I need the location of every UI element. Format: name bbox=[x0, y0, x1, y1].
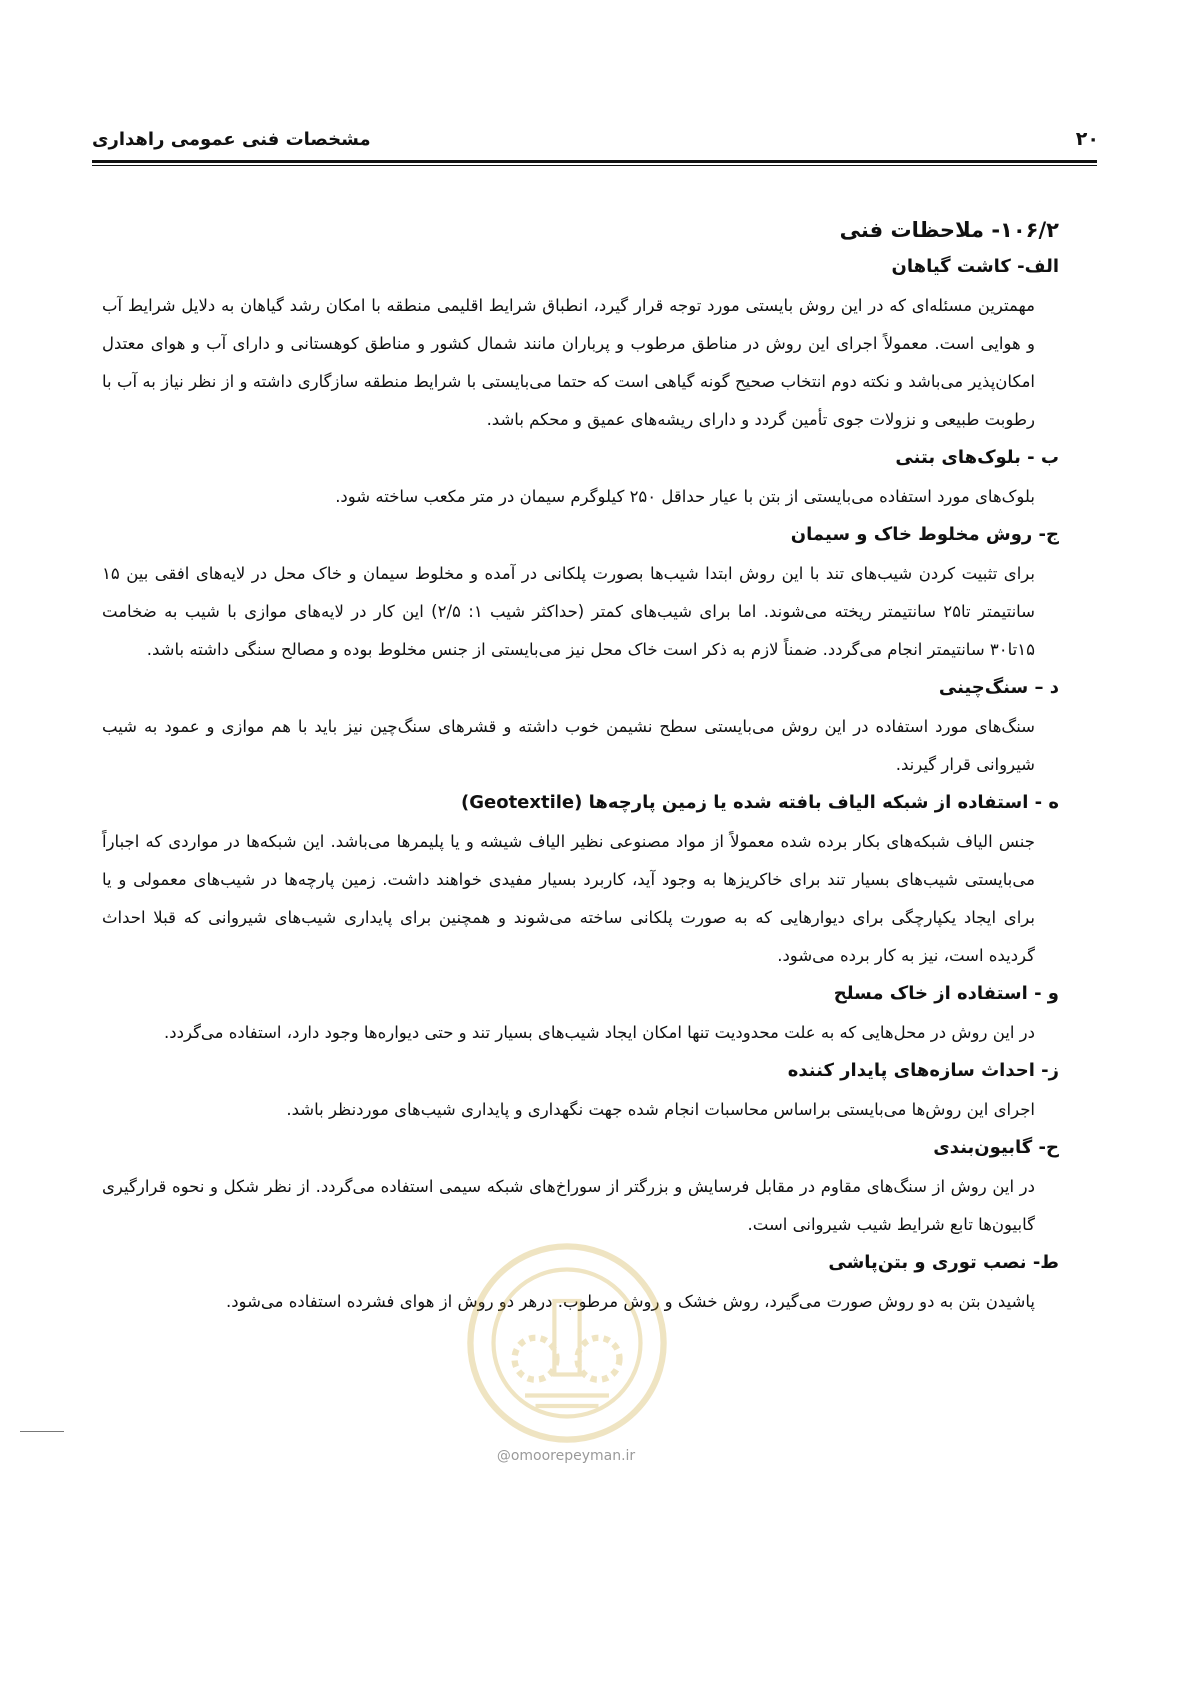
item-text: بلوک‌های مورد استفاده می‌بایستی از بتن با عیار حداقل ۲۵۰ کیلوگرم سیمان در متر مکعب ساخته شود. bbox=[335, 487, 1035, 506]
item-text: سنگ‌های مورد استفاده در این روش می‌بایستی سطح نشیمن خوب داشته و قشرهای سنگ‌چین نیز باید با هم موازی و عمود به شیب شیروانی قرار گیرند. bbox=[102, 717, 1035, 774]
item-gabions bbox=[102, 1137, 1059, 1244]
item-planting bbox=[102, 256, 1059, 439]
page-number: ۲۰ bbox=[1075, 128, 1099, 150]
item-heading: الف- کاشت گیاهان bbox=[891, 256, 1059, 277]
item-stone-pitching bbox=[102, 677, 1059, 784]
item-geotextile bbox=[102, 792, 1059, 975]
item-heading: ج- روش مخلوط خاک و سیمان bbox=[790, 524, 1059, 545]
item-heading: و - استفاده از خاک مسلح bbox=[833, 983, 1059, 1004]
watermark-url: @omoorepeyman.ir bbox=[496, 1448, 636, 1464]
item-heading: ز- احداث سازه‌های پایدار کننده bbox=[787, 1060, 1059, 1081]
item-text: در این روش در محل‌هایی که به علت محدودیت تنها امکان ایجاد شیب‌های بسیار تند و حتی دیواره‌ها وجود دارد، استفاده می‌گردد. bbox=[164, 1023, 1035, 1042]
header-rule bbox=[92, 160, 1097, 163]
item-reinforced-soil bbox=[102, 983, 1059, 1052]
item-heading: ه - استفاده از شبکه الیاف بافته شده یا زمین پارچه‌ها (Geotextile) bbox=[460, 792, 1059, 813]
item-stabilizing-structures bbox=[102, 1060, 1059, 1129]
item-heading: ح- گابیون‌بندی bbox=[933, 1137, 1059, 1158]
item-concrete-blocks bbox=[102, 447, 1059, 516]
item-text: جنس الیاف شبکه‌های بکار برده شده معمولاً از مواد مصنوعی نظیر الیاف شیشه و یا پلیمرها می‌باشد. این شبکه‌ها در مواردی که اجباراً می‌بایستی شیب‌های بسیار تند برای خاکریزها به وجود آید، کاربرد بسیار مفیدی خواهند داشت. زمین پارچه‌ها در شیب‌های معمولی و یا برای ایجاد یکپارچگی برای دیوارهایی که به صورت پلکانی ساخته می‌شوند و همچنین برای پایداری شیب‌های شیروانی که قبلا احداث گردیده است، نیز به کار برده می‌شود. bbox=[102, 832, 1035, 965]
page-content bbox=[102, 218, 1059, 1329]
book-title: مشخصات فنی عمومی راهداری bbox=[92, 128, 371, 150]
item-heading: ب - بلوک‌های بتنی bbox=[895, 447, 1059, 468]
item-text: برای تثبیت کردن شیب‌های تند با این روش ابتدا شیب‌ها بصورت پلکانی در آمده و مخلوط سیمان و خاک محل در لایه‌های افقی بین ۱۵ سانتیمتر تا۲۵ سانتیمتر ریخته می‌شوند. اما برای شیب‌های کمتر (حداکثر شیب ۱: ۲/۵) این کار در لایه‌های موازی با شیب به ضخامت ۱۵تا۳۰ سانتیمتر انجام می‌گردد. ضمناً لازم به ذکر است خاک محل نیز می‌بایستی از جنس مخلوط بوده و مصالح سنگی داشته باشد. bbox=[102, 564, 1036, 659]
header-rule-thin bbox=[92, 165, 1097, 166]
margin-mark bbox=[20, 1431, 64, 1432]
item-text: پاشیدن بتن به دو روش صورت می‌گیرد، روش خشک و روش مرطوب. درهر دو روش از هوای فشرده استفاده می‌شود. bbox=[225, 1292, 1035, 1311]
item-text: اجرای این روش‌ها می‌بایستی براساس محاسبات انجام شده جهت نگهداری و پایداری شیب‌های موردنظر باشد. bbox=[286, 1100, 1035, 1119]
watermark-seal-icon bbox=[462, 1238, 672, 1448]
section-title: ۱۰۶/۲- ملاحظات فنی bbox=[839, 218, 1059, 242]
page-header bbox=[92, 120, 1099, 158]
item-soil-cement bbox=[102, 524, 1059, 669]
item-text: مهمترین مسئله‌ای که در این روش بایستی مورد توجه قرار گیرد، انطباق شرایط اقلیمی منطقه با امکان رشد گیاهان به دلایل شرایط آب و هوایی است. معمولاً اجرای این روش در مناطق مرطوب و پرباران مانند شمال کشور و مناطق کوهستانی و دارای آب و هوای معتدل امکان‌پذیر می‌باشد و نکته دوم انتخاب صحیح گونه گیاهی است که حتما می‌بایستی با شرایط منطقه سازگاری داشته و از نظر نیاز به آب با رطوبت طبیعی و نزولات جوی تأمین گردد و دارای ریشه‌های عمیق و محکم باشد. bbox=[102, 296, 1035, 429]
item-heading: ط- نصب توری و بتن‌پاشی bbox=[828, 1252, 1059, 1273]
item-text: در این روش از سنگ‌های مقاوم در مقابل فرسایش و بزرگتر از سوراخ‌های شبکه سیمی استفاده می‌گردد. از نظر شکل و نحوه قرارگیری گابیون‌ها تابع شرایط شیب شیروانی است. bbox=[102, 1177, 1035, 1234]
item-heading: د – سنگ‌چینی bbox=[938, 677, 1059, 698]
